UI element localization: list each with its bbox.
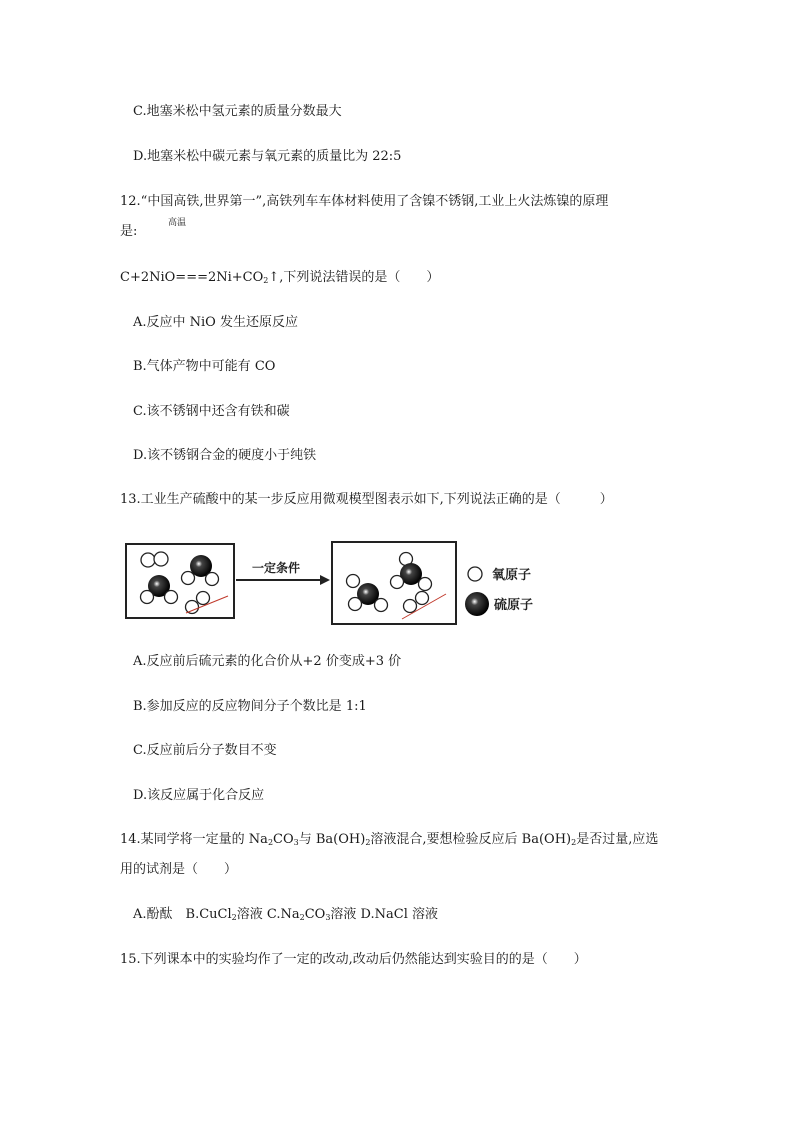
q13-option-c: C.反应前后分子数目不变 bbox=[133, 743, 277, 758]
q14-option-text: A.酚酞 B.CuCl bbox=[133, 907, 232, 922]
oxygen-atom bbox=[141, 553, 155, 567]
q14-subscript: 2 bbox=[299, 913, 305, 922]
q14-subscript: 3 bbox=[325, 913, 331, 922]
q11-option-c: C.地塞米松中氢元素的质量分数最大 bbox=[133, 104, 342, 119]
q12-option-a: A.反应中 NiO 发生还原反应 bbox=[133, 315, 298, 330]
q12-option-b: B.气体产物中可能有 CO bbox=[133, 359, 276, 374]
q14-stem-line1 bbox=[120, 832, 658, 848]
q14-option-text: CO bbox=[304, 907, 326, 922]
oxygen-atom bbox=[347, 575, 360, 588]
q14-option-text: 溶液 D.NaCl 溶液 bbox=[330, 907, 438, 922]
oxygen-atom bbox=[186, 601, 199, 614]
q14-subscript: 3 bbox=[293, 838, 299, 847]
oxygen-atom bbox=[197, 592, 210, 605]
q14-options bbox=[133, 907, 438, 923]
q14-text: 是否过量,应选 bbox=[576, 832, 659, 847]
q14-subscript: 2 bbox=[365, 838, 371, 847]
molecular-model-diagram bbox=[120, 534, 560, 630]
q12-option-c: C.该不锈钢中还含有铁和碳 bbox=[133, 404, 290, 419]
equation-main: C+2NiO===2Ni+CO bbox=[120, 270, 264, 285]
q12-stem-line2: 是: bbox=[120, 224, 138, 239]
oxygen-atom bbox=[154, 552, 168, 566]
q12-equation bbox=[120, 270, 439, 286]
q13-option-a: A.反应前后硫元素的化合价从+2 价变成+3 价 bbox=[133, 654, 402, 669]
equation-subscript: 2 bbox=[263, 276, 269, 285]
q14-text: 14.某同学将一定量的 Na bbox=[120, 832, 268, 847]
q13-option-b: B.参加反应的反应物间分子个数比是 1:1 bbox=[133, 699, 367, 714]
oxygen-atom bbox=[182, 572, 195, 585]
oxygen-atom bbox=[349, 598, 362, 611]
q12-stem-line1: 12.“中国高铁,世界第一”,高铁列车车体材料使用了含镍不锈钢,工业上火法炼镍的原理 bbox=[120, 194, 609, 209]
q14-subscript: 2 bbox=[231, 913, 237, 922]
arrow-head bbox=[320, 575, 330, 585]
equation-tail: ↑,下列说法错误的是（ ） bbox=[268, 270, 440, 285]
q14-text: CO bbox=[273, 832, 294, 847]
molecular-model-svg bbox=[120, 534, 560, 626]
q14-text: 溶液混合,要想检验反应后 Ba(OH) bbox=[370, 832, 572, 847]
oxygen-atom bbox=[141, 591, 154, 604]
q14-subscript: 2 bbox=[267, 838, 274, 847]
q14-stem-line2: 用的试剂是（ ） bbox=[120, 862, 238, 877]
oxygen-atom bbox=[165, 591, 178, 604]
q11-option-d: D.地塞米松中碳元素与氧元素的质量比为 22:5 bbox=[133, 149, 402, 164]
sulfur-legend-icon bbox=[465, 592, 489, 616]
sulfur-legend-label: 硫原子 bbox=[494, 598, 534, 613]
oxygen-atom bbox=[375, 599, 388, 612]
oxygen-legend-label: 氧原子 bbox=[492, 568, 532, 583]
oxygen-atom bbox=[206, 573, 219, 586]
q13-stem: 13.工业生产硫酸中的某一步反应用微观模型图表示如下,下列说法正确的是（ ） bbox=[120, 492, 613, 507]
oxygen-atom bbox=[419, 578, 432, 591]
oxygen-atom bbox=[404, 600, 417, 613]
q14-option-text: 溶液 C.Na bbox=[236, 907, 300, 922]
oxygen-atom bbox=[391, 576, 404, 589]
arrow-label: 一定条件 bbox=[252, 561, 301, 575]
oxygen-legend-icon bbox=[468, 567, 482, 581]
q12-option-d: D.该不锈钢合金的硬度小于纯铁 bbox=[133, 448, 317, 463]
q12-condition: 高温 bbox=[168, 218, 187, 228]
q14-subscript: 2 bbox=[571, 838, 577, 847]
q15-stem: 15.下列课本中的实验均作了一定的改动,改动后仍然能达到实验目的的是（ ） bbox=[120, 952, 587, 967]
q14-text: 与 Ba(OH) bbox=[298, 832, 366, 847]
q13-option-d: D.该反应属于化合反应 bbox=[133, 788, 265, 803]
oxygen-atom bbox=[416, 592, 429, 605]
